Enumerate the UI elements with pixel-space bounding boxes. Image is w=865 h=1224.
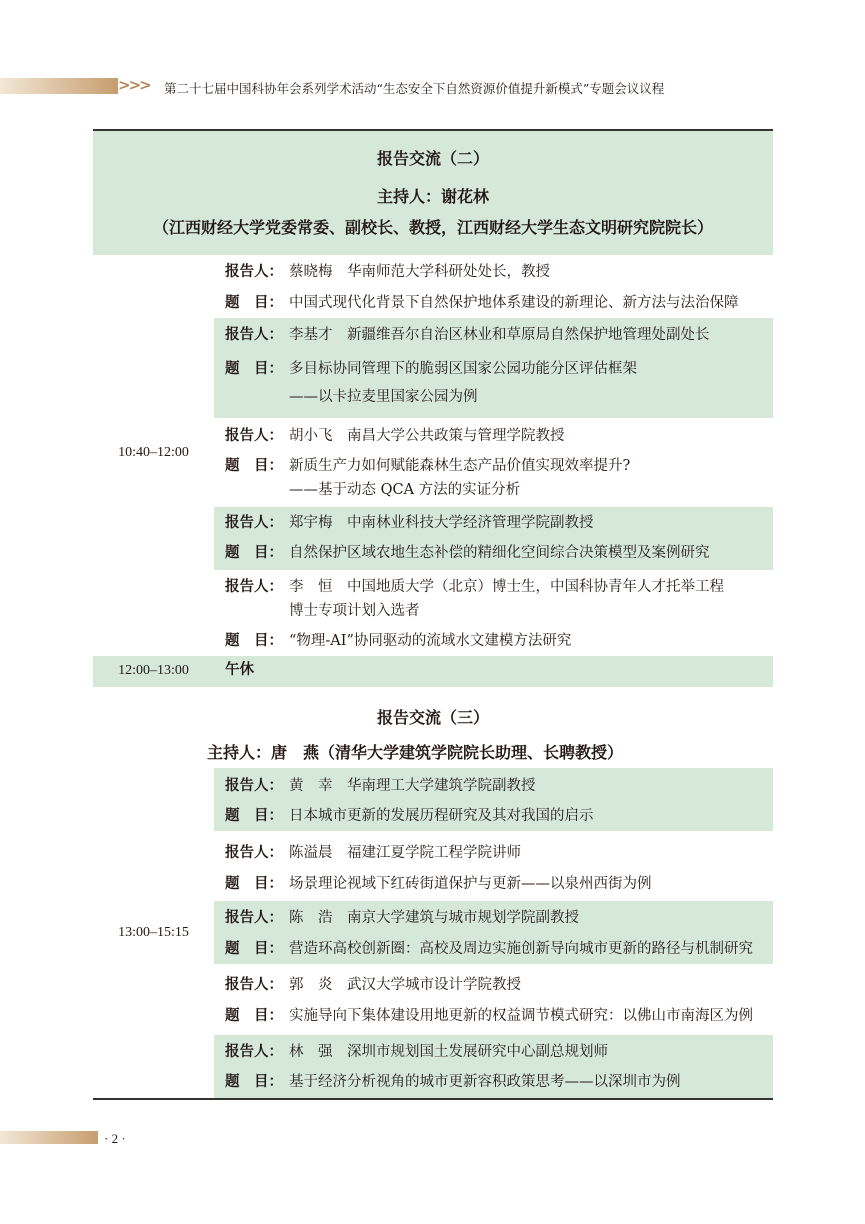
topic-text: 自然保护区域农地生态补偿的精细化空间综合决策模型及案例研究 [289, 545, 710, 561]
reporter-name: 林 强 深圳市规划国土发展研究中心副总规划师 [289, 1044, 608, 1060]
lunch-label: 午休 [225, 662, 254, 678]
lunch-time: 12:00–13:00 [118, 663, 189, 678]
topic-subtitle: ——基于动态 QCA 方法的实证分析 [289, 482, 521, 498]
reporter-name-cont: 博士专项计划入选者 [289, 603, 420, 619]
topic-text: “物理-AI”协同驱动的流域水文建模方法研究 [289, 633, 572, 649]
section3-title: 报告交流（三） [376, 708, 489, 727]
topic-text: 实施导向下集体建设用地更新的权益调节模式研究：以佛山市南海区为例 [289, 1008, 753, 1024]
reporter-name: 李基才 新疆维吾尔自治区林业和草原局自然保护地管理处副处长 [289, 327, 710, 343]
topic-label: 题 目： [225, 633, 283, 649]
reporter-name: 蔡晓梅 华南师范大学科研处处长，教授 [289, 264, 550, 280]
topic-label: 题 目： [225, 361, 283, 377]
reporter-label: 报告人： [225, 579, 283, 595]
topic-label: 题 目： [225, 458, 283, 474]
topic-text: 基于经济分析视角的城市更新容积政策思考——以深圳市为例 [289, 1074, 681, 1090]
section3-host: 主持人：唐 燕（清华大学建筑学院院长助理、长聘教授） [207, 743, 624, 762]
reporter-label: 报告人： [225, 1044, 283, 1060]
topic-text: 多目标协同管理下的脆弱区国家公园功能分区评估框架 [289, 361, 637, 377]
section3-time: 13:00–15:15 [118, 925, 189, 940]
section2-title: 报告交流（二） [376, 149, 489, 168]
topic-label: 题 目： [225, 876, 283, 892]
reporter-label: 报告人： [225, 778, 283, 794]
reporter-label: 报告人： [225, 910, 283, 926]
header-arrow-icon: >>> [118, 76, 150, 94]
reporter-label: 报告人： [225, 264, 283, 280]
topic-text: 场景理论视域下红砖街道保护与更新——以泉州西街为例 [289, 876, 652, 892]
section2-host-affiliation: （江西财经大学党委常委、副校长、教授，江西财经大学生态文明研究院院长） [152, 218, 713, 237]
reporter-label: 报告人： [225, 515, 283, 531]
topic-label: 题 目： [225, 545, 283, 561]
reporter-label: 报告人： [225, 977, 283, 993]
topic-label: 题 目： [225, 1074, 283, 1090]
reporter-name: 陈 浩 南京大学建筑与城市规划学院副教授 [289, 910, 579, 926]
bottom-rule [93, 1098, 773, 1100]
topic-label: 题 目： [225, 941, 283, 957]
reporter-label: 报告人： [225, 845, 283, 861]
topic-text: 新质生产力如何赋能森林生态产品价值实现效率提升? [289, 458, 631, 474]
topic-label: 题 目： [225, 295, 283, 311]
reporter-name: 黄 幸 华南理工大学建筑学院副教授 [289, 778, 536, 794]
reporter-label: 报告人： [225, 428, 283, 444]
header-title: 第二十七届中国科协年会系列学术活动“生态安全下自然资源价值提升新模式”专题会议议程 [164, 81, 665, 96]
topic-text: 中国式现代化背景下自然保护地体系建设的新理论、新方法与法治保障 [289, 295, 739, 311]
reporter-name: 李 恒 中国地质大学（北京）博士生，中国科协青年人才托举工程 [289, 579, 724, 595]
topic-text: 营造环高校创新圈：高校及周边实施创新导向城市更新的路径与机制研究 [289, 941, 753, 957]
page-number: · 2 · [104, 1131, 126, 1146]
topic-label: 题 目： [225, 1008, 283, 1024]
header-decor-bar [0, 78, 118, 94]
topic-label: 题 目： [225, 808, 283, 824]
footer-decor-bar [0, 1131, 98, 1144]
reporter-label: 报告人： [225, 327, 283, 343]
reporter-name: 胡小飞 南昌大学公共政策与管理学院教授 [289, 428, 565, 444]
reporter-name: 陈溢晨 福建江夏学院工程学院讲师 [289, 845, 521, 861]
topic-subtitle: ——以卡拉麦里国家公园为例 [289, 389, 478, 405]
section2-host: 主持人：谢花林 [376, 187, 489, 206]
reporter-name: 郭 炎 武汉大学城市设计学院教授 [289, 977, 521, 993]
reporter-name: 郑宇梅 中南林业科技大学经济管理学院副教授 [289, 515, 594, 531]
topic-text: 日本城市更新的发展历程研究及其对我国的启示 [289, 808, 594, 824]
section2-time: 10:40–12:00 [118, 445, 189, 460]
